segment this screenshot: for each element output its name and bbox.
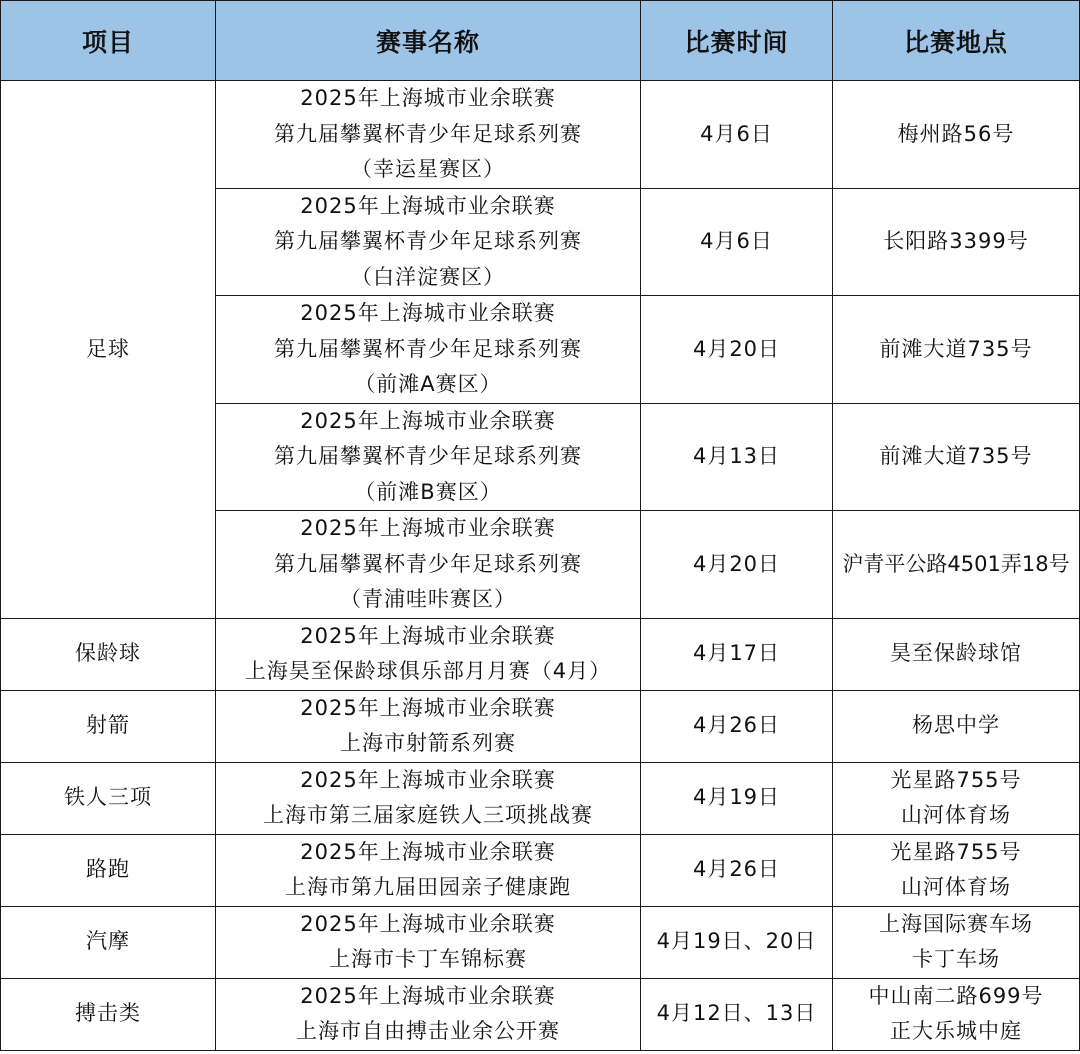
sport-cell: 搏击类 [1,978,216,1050]
event-line: 上海市自由搏击业余公开赛 [296,1019,560,1043]
event-line: 2025年上海城市业余联赛 [300,767,556,792]
event-line: 上海市第九届田园亲子健康跑 [285,875,571,899]
time-cell: 4月26日 [641,690,833,762]
event-line: 2025年上海城市业余联赛 [300,911,556,936]
place-cell [833,690,1080,762]
event-cell [216,906,641,978]
time-cell: 4月6日 [641,188,833,296]
sport-cell: 保龄球 [1,618,216,690]
time-cell: 4月13日 [641,403,833,511]
table-row [1,906,1080,978]
table-row [1,690,1080,762]
place-cell [833,834,1080,906]
event-cell [216,296,641,404]
place-line: 山河体育场 [901,803,1011,827]
event-cell [216,762,641,834]
time-cell: 4月19日 [641,762,833,834]
time-cell: 4月6日 [641,81,833,189]
time-cell: 4月20日 [641,511,833,619]
place-cell [833,762,1080,834]
header-match-place: 比赛地点 [833,1,1080,81]
event-line: 第九届攀翼杯青少年足球系列赛 [274,121,582,146]
event-line: 上海市第三届家庭铁人三项挑战赛 [263,803,593,827]
event-cell [216,511,641,619]
header-match-time: 比赛时间 [641,1,833,81]
event-line: 2025年上海城市业余联赛 [300,623,556,648]
place-cell [833,188,1080,296]
event-line: （前滩A赛区） [354,372,502,396]
place-line: 昊至保龄球馆 [890,641,1022,666]
event-line: （幸运星赛区） [351,157,505,181]
event-cell [216,978,641,1050]
place-cell [833,403,1080,511]
table-row [1,618,1080,690]
place-line: 梅州路56号 [897,121,1015,146]
event-line: （前滩B赛区） [354,479,502,504]
event-line: 2025年上海城市业余联赛 [300,301,556,325]
event-cell [216,403,641,511]
sport-cell-football: 足球 [1,81,216,619]
sport-cell: 路跑 [1,834,216,906]
event-line: 第九届攀翼杯青少年足球系列赛 [274,444,582,468]
place-line: 前滩大道735号 [879,444,1033,468]
place-line: 光星路755号 [890,767,1022,792]
sport-cell: 射箭 [1,690,216,762]
place-cell [833,978,1080,1050]
table-row [1,762,1080,834]
time-cell: 4月17日 [641,618,833,690]
event-cell [216,81,641,189]
event-line: 2025年上海城市业余联赛 [300,695,556,720]
table-row [1,834,1080,906]
event-line: 2025年上海城市业余联赛 [300,408,556,433]
event-line: 上海昊至保龄球俱乐部月月赛（4月） [244,659,612,683]
event-cell [216,188,641,296]
event-line: 上海市卡丁车锦标赛 [329,947,527,971]
place-line: 中山南二路699号 [868,983,1044,1008]
place-cell [833,618,1080,690]
event-line: 2025年上海城市业余联赛 [300,839,556,864]
time-cell: 4月20日 [641,296,833,404]
place-cell [833,296,1080,404]
event-line: （青浦哇咔赛区） [340,587,516,611]
event-line: （白洋淀赛区） [351,264,505,289]
sport-cell: 铁人三项 [1,762,216,834]
table-row [1,81,1080,189]
event-line: 2025年上海城市业余联赛 [300,193,556,218]
header-sport: 项目 [1,1,216,81]
place-line: 沪青平公路4501弄18号 [842,551,1070,576]
header-row [1,1,1080,81]
place-line: 长阳路3399号 [883,229,1029,253]
event-line: 上海市射箭系列赛 [340,731,516,755]
event-line: 第九届攀翼杯青少年足球系列赛 [274,336,582,361]
place-cell [833,906,1080,978]
time-cell: 4月12日、13日 [641,978,833,1050]
place-cell [833,81,1080,189]
table-row [1,978,1080,1050]
event-line: 2025年上海城市业余联赛 [300,86,556,110]
place-line: 山河体育场 [901,875,1011,899]
event-cell [216,690,641,762]
event-cell [216,834,641,906]
header-event-name: 赛事名称 [216,1,641,81]
sport-cell: 汽摩 [1,906,216,978]
event-line: 第九届攀翼杯青少年足球系列赛 [274,229,582,253]
place-line: 上海国际赛车场 [879,911,1033,936]
place-line: 杨思中学 [912,713,1000,738]
event-line: 2025年上海城市业余联赛 [300,516,556,540]
time-cell: 4月19日、20日 [641,906,833,978]
event-cell [216,618,641,690]
place-line: 前滩大道735号 [879,336,1033,361]
place-line: 正大乐城中庭 [890,1019,1022,1043]
place-cell [833,511,1080,619]
time-cell: 4月26日 [641,834,833,906]
place-line: 光星路755号 [890,839,1022,864]
place-line: 卡丁车场 [912,947,1000,971]
event-line: 第九届攀翼杯青少年足球系列赛 [274,551,582,576]
event-line: 2025年上海城市业余联赛 [300,983,556,1008]
